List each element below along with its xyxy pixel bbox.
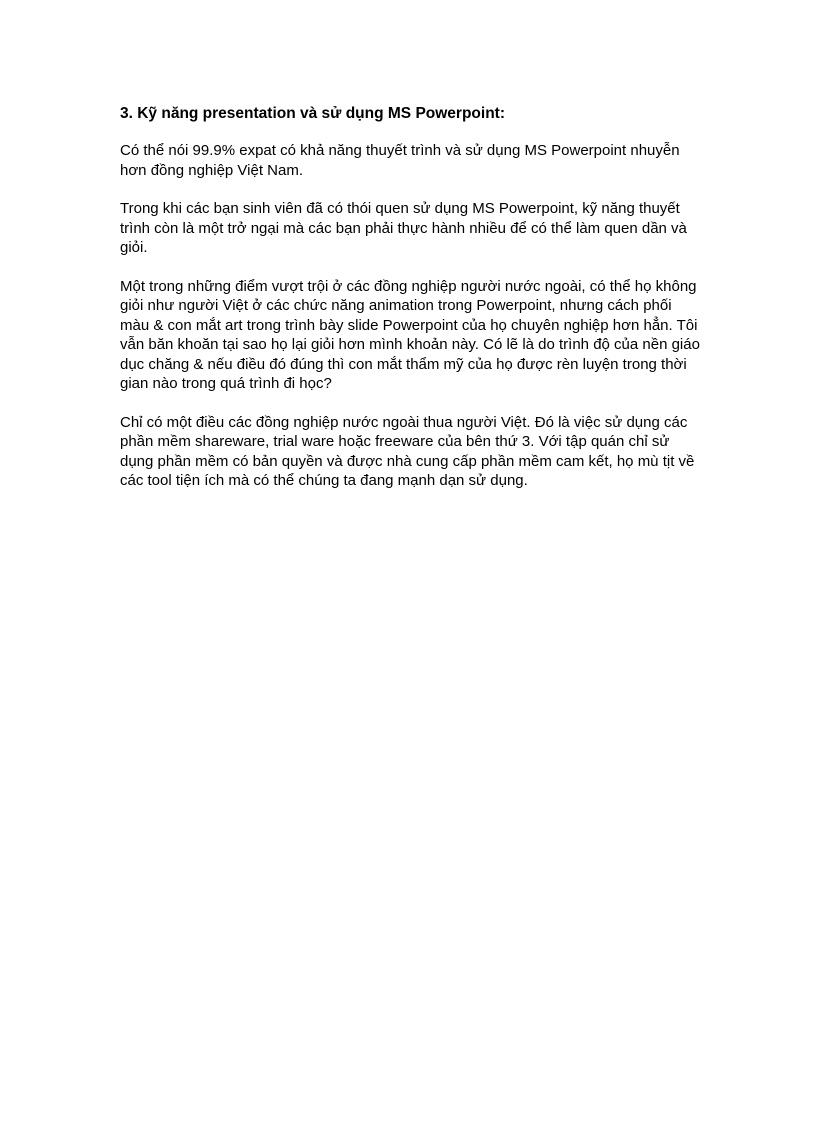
paragraph-foreign-colleagues: Một trong những điểm vượt trội ở các đồng nghiệp người nước ngoài, có thể họ không giỏi như người Việt ở các chức năng animation trong Powerpoint, nhưng cách phối màu & con mắt art trong trình bày slide Powerpoint của họ chuyên nghiệp hơn hẳn. Tôi vẫn băn khoăn tại sao họ lại giỏi hơn mình khoản này. Có lẽ là do trình độ của nền giáo dục chăng & nếu điều đó đúng thì con mắt thẩm mỹ của họ được rèn luyện trong thời gian nào trong quá trình đi học? <box>120 277 700 392</box>
paragraph-students-skill: Trong khi các bạn sinh viên đã có thói quen sử dụng MS Powerpoint, kỹ năng thuyết trình còn là một trở ngại mà các bạn phải thực hành nhiều để có thể làm quen dần và giỏi. <box>120 200 687 256</box>
paragraph-software-usage: Chỉ có một điều các đồng nghiệp nước ngoài thua người Việt. Đó là việc sử dụng các phần mềm shareware, trial ware hoặc freeware của bên thứ 3. Với tập quán chỉ sử dụng phần mềm có bản quyền và được nhà cung cấp phần mềm cam kết, họ mù tịt về các tool tiện ích mà có thể chúng ta đang mạnh dạn sử dụng. <box>120 413 695 489</box>
section-heading: 3. Kỹ năng presentation và sử dụng MS Powerpoint: <box>120 105 505 122</box>
paragraph-expat-presentation: Có thể nói 99.9% expat có khả năng thuyết trình và sử dụng MS Powerpoint nhuyễn hơn đồng nghiệp Việt Nam. <box>120 142 680 179</box>
document-body <box>120 104 700 510</box>
